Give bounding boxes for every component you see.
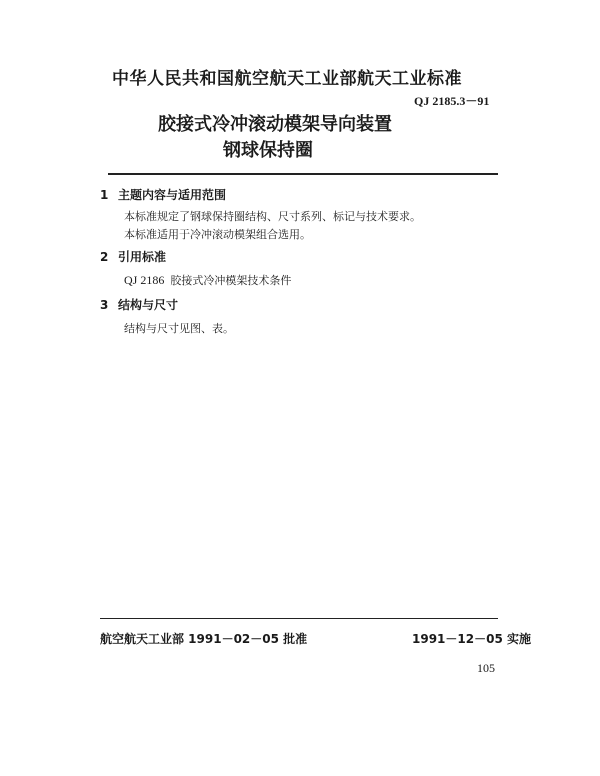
section-3-paragraph-1: 结构与尺寸见图、表。	[124, 322, 234, 335]
section-title: 结构与尺寸	[118, 298, 179, 312]
section-number: 2	[100, 250, 109, 264]
reference-code: QJ 2186	[124, 273, 165, 287]
section-number: 3	[100, 298, 109, 312]
section-title: 主题内容与适用范围	[118, 188, 227, 202]
section-1-paragraph-1: 本标准规定了钢球保持圈结构、尺寸系列、标记与技术要求。	[124, 210, 421, 223]
section-1-paragraph-2: 本标准适用于冷冲滚动模架组合选用。	[124, 228, 311, 241]
section-2-heading	[100, 248, 166, 265]
standard-code: QJ 2185.3－91	[414, 94, 490, 108]
section-number: 1	[100, 188, 109, 202]
approval-date: 航空航天工业部 1991－02－05 批准	[100, 632, 308, 646]
header-divider	[108, 173, 498, 175]
document-title-line1: 胶接式冷冲滚动模架导向装置	[158, 114, 392, 135]
document-title-line2: 钢球保持圈	[223, 140, 313, 161]
page-number: 105	[477, 661, 495, 675]
section-3-heading	[100, 296, 178, 313]
section-1-heading	[100, 186, 226, 203]
footer-divider	[100, 618, 498, 619]
implementation-date: 1991－12－05 实施	[412, 632, 531, 646]
section-title: 引用标准	[118, 250, 167, 264]
reference-title: 胶接式冷冲模架技术条件	[170, 274, 292, 287]
reference-standard	[124, 272, 291, 288]
issuing-organization: 中华人民共和国航空航天工业部航天工业标准	[112, 69, 462, 89]
